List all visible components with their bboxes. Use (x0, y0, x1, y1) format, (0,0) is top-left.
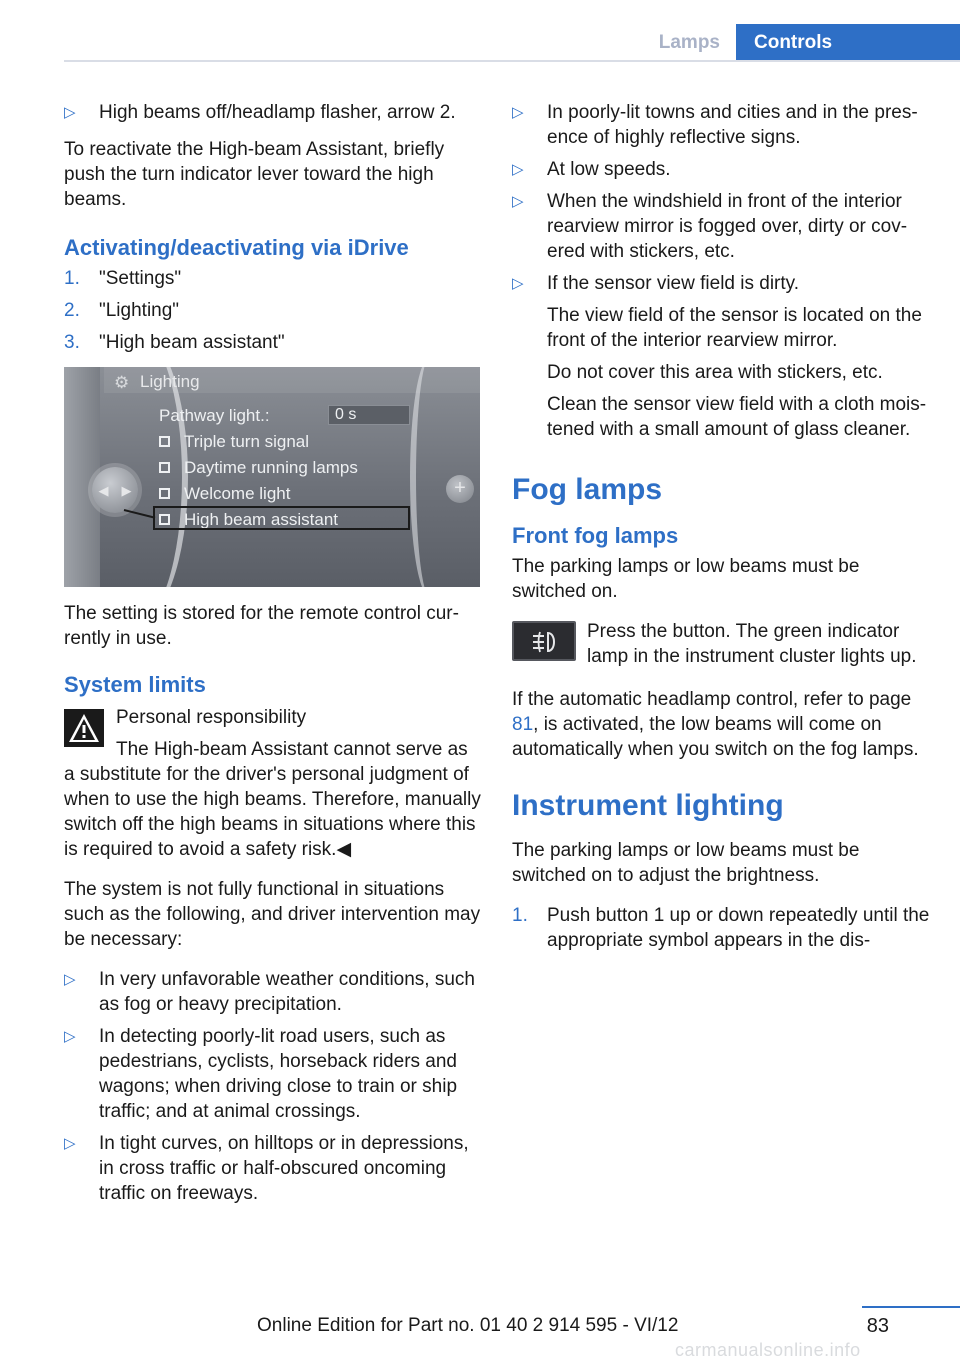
option-label: Welcome light (184, 484, 291, 503)
list-item (64, 100, 482, 125)
triangle-bullet-icon: ▷ (512, 161, 524, 178)
auto-text-post: , is activated, the low beams will come on automatically when you switch on the fog lamps. (512, 714, 919, 760)
list-item (64, 967, 482, 1017)
page-number: 83 (866, 1315, 889, 1337)
bullet-text: When the windshield in front of the interior rearview mirror is fogged over, dirty or covered with stickers, etc. (547, 191, 908, 262)
step-text: "High beam assistant" (99, 332, 285, 353)
stored-paragraph: The setting is stored for the remote control currently in use. (64, 603, 459, 649)
list-item (512, 100, 932, 150)
step-text: Push button 1 up or down repeatedly until the appropriate symbol appears in the dis- (547, 905, 930, 951)
sensor-note: Do not cover this area with stickers, etc. (547, 362, 883, 383)
sensor-note: Clean the sensor view field with a cloth moistened with a small amount of glass cleaner. (547, 394, 927, 440)
screen-option (159, 429, 309, 454)
list-item (512, 157, 932, 182)
footer-divider (862, 1306, 960, 1308)
front-fog-lamps-heading: Front fog lamps (512, 523, 679, 548)
checkbox-icon (159, 436, 170, 447)
step-text: "Lighting" (99, 300, 180, 321)
auto-text-pre: If the automatic headlamp control, refer to page (512, 689, 912, 710)
selection-frame (153, 506, 410, 530)
triangle-bullet-icon: ▷ (512, 104, 524, 121)
step-number: 1. (512, 905, 528, 926)
fog-press-text: Press the button. The green indicator lamp in the instrument cluster lights up. (587, 621, 917, 667)
screen-option (159, 481, 290, 506)
header-section-tab[interactable]: Lamps (658, 32, 720, 53)
bullet-text: In poorly-lit towns and cities and in the presence of highly reflective signs. (547, 102, 918, 148)
triangle-bullet-icon: ▷ (64, 104, 76, 121)
triangle-bullet-icon: ▷ (512, 193, 524, 210)
triangle-bullet-icon: ▷ (64, 971, 76, 988)
checkbox-icon (159, 488, 170, 499)
fog-button-block (512, 619, 932, 669)
option-label: Daytime running lamps (184, 458, 358, 477)
left-column (64, 100, 482, 1213)
header-chapter-tab[interactable]: Controls (736, 24, 960, 62)
step-text: "Settings" (99, 268, 182, 289)
right-column (512, 100, 932, 960)
list-item (64, 1024, 482, 1124)
fog-lamp-button-icon (512, 621, 576, 661)
page-reference-link[interactable]: 81 (512, 714, 534, 735)
triangle-bullet-icon: ▷ (64, 1135, 76, 1152)
plus-icon: + (446, 475, 474, 503)
auto-headlamp-paragraph (512, 687, 932, 762)
gear-icon: ⚙ (114, 373, 130, 392)
fog-lamps-heading: Fog lamps (512, 473, 663, 506)
bullet-text: At low speeds. (547, 159, 671, 180)
system-limits-heading: System limits (64, 672, 206, 697)
step-item (64, 298, 482, 323)
bullet-text: High beams off/headlamp flasher, arrow 2. (99, 102, 456, 123)
step-number: 3. (64, 332, 80, 353)
not-functional-paragraph: The system is not fully functional in situations such as the following, and driver intervention may be necessary: (64, 879, 481, 950)
edition-text: Online Edition for Part no. 01 40 2 914 595 - VI/12 (257, 1315, 679, 1336)
watermark-text: carmanualsonline.info (675, 1340, 861, 1360)
step-number: 1. (64, 268, 80, 289)
pathway-light-value: 0 s (328, 405, 410, 425)
warning-title: Personal responsibility (116, 707, 307, 728)
checkbox-icon (159, 462, 170, 473)
controller-arrows-icon: ◀ ▶ (98, 482, 132, 498)
step-item (64, 330, 482, 355)
warning-body: a substitute for the driver's personal judgment of when to use the high beams. Therefore, manually switch off the high beams in situations where this is required to avoid a safety risk.◀ (64, 764, 481, 860)
reactivate-paragraph: To reactivate the High-beam Assistant, briefly push the turn indicator lever toward the high beams. (64, 139, 445, 210)
triangle-bullet-icon: ▷ (64, 1028, 76, 1045)
step-item (64, 266, 482, 291)
bullet-text: In detecting poorly-lit road users, such as pedestrians, cyclists, horseback riders and wagons; when driving close to train or ship traffic; and at animal crossings. (99, 1026, 458, 1122)
screen-arc-decoration-right (410, 367, 450, 587)
pathway-light-label: Pathway light.: (159, 406, 270, 425)
warning-triangle-icon (64, 709, 104, 747)
bullet-text: In tight curves, on hilltops or in depressions, in cross traffic or half-obscured oncoming traffic on freeways. (99, 1133, 469, 1204)
option-label: Triple turn signal (184, 432, 310, 451)
bullet-text: In very unfavorable weather conditions, such as fog or heavy precipitation. (99, 969, 475, 1015)
screen-title: Lighting (140, 372, 200, 391)
triangle-bullet-icon: ▷ (512, 275, 524, 292)
screen-option (159, 455, 358, 480)
step-item (512, 903, 932, 953)
fog-intro-paragraph: The parking lamps or low beams must be switched on. (512, 556, 860, 602)
warning-block (64, 705, 482, 862)
idrive-screenshot (64, 367, 480, 587)
warning-line: The High-beam Assistant cannot serve as (116, 739, 468, 760)
instrument-lighting-heading: Instrument lighting (512, 789, 784, 822)
header-divider (64, 60, 960, 62)
list-item (512, 189, 932, 264)
list-item (64, 1131, 482, 1206)
option-label: High beam assistant (184, 510, 339, 529)
step-number: 2. (64, 300, 80, 321)
idrive-heading: Activating/deactivating via iDrive (64, 235, 409, 260)
instrument-intro-paragraph: The parking lamps or low beams must be switched on to adjust the brightness. (512, 840, 860, 886)
list-item (512, 271, 932, 296)
sensor-note: The view field of the sensor is located on the front of the interior rearview mirror. (547, 305, 922, 351)
bullet-text: If the sensor view field is dirty. (547, 273, 800, 294)
